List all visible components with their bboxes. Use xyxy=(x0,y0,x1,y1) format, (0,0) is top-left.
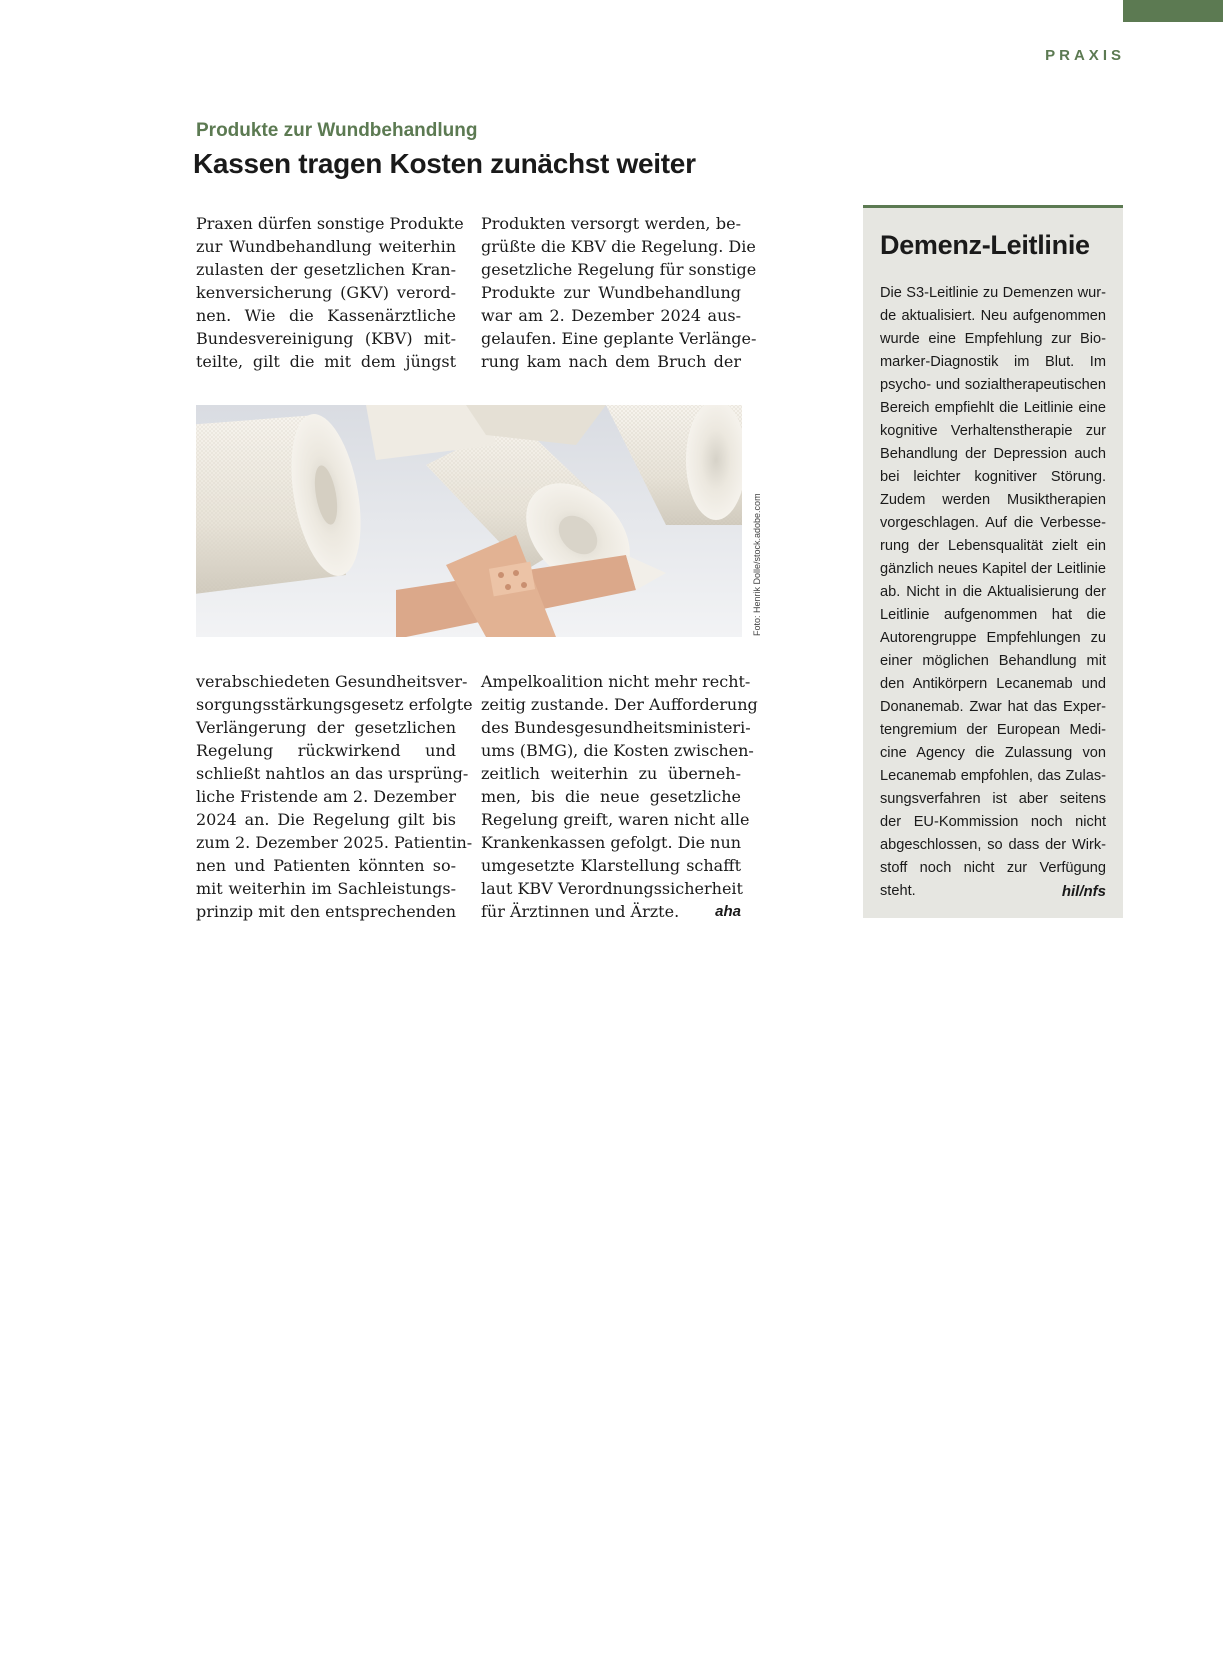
article-column-2-bottom xyxy=(481,670,758,923)
text-line: de aktualisiert. Neu aufgenommen xyxy=(880,308,1106,324)
corner-color-tab xyxy=(1123,0,1223,22)
text-line: stoff noch nicht zur Verfügung xyxy=(880,860,1106,876)
sidebar-body xyxy=(880,282,1106,903)
text-line: zum 2. Dezember 2025. Patientin- xyxy=(196,833,473,852)
photo-credit: Foto: Henrik Dolle/stock.adobe.com xyxy=(752,493,762,636)
text-line: Zudem werden Musiktherapien xyxy=(880,492,1106,508)
text-line: ab. Nicht in die Aktualisierung der xyxy=(880,584,1106,600)
text-line: wurde eine Empfehlung zur Bio- xyxy=(880,331,1106,347)
text-line: kenversicherung (GKV) verord- xyxy=(196,283,456,302)
article-headline: Kassen tragen Kosten zunächst weiter xyxy=(193,148,696,179)
text-line: einer möglichen Behandlung mit xyxy=(880,653,1106,669)
text-line: Behandlung der Depression auch xyxy=(880,446,1106,462)
text-line: kognitive Verhaltenstherapie zur xyxy=(880,423,1106,439)
article-photo-bandages xyxy=(196,405,742,637)
text-line: gesetzliche Regelung für sonstige xyxy=(481,260,757,279)
text-line: ums (BMG), die Kosten zwischen- xyxy=(481,741,754,760)
text-line: Praxen dürfen sonstige Produkte xyxy=(196,214,464,233)
text-line: Autorengruppe Empfehlungen zu xyxy=(880,630,1106,646)
section-label: PRAXIS xyxy=(1045,47,1125,64)
sidebar-box xyxy=(863,205,1123,918)
text-line: Produkten versorgt werden, be- xyxy=(481,214,741,233)
text-line: schließt nahtlos an das ursprüng- xyxy=(196,764,469,783)
text-line: zeitig zustande. Der Aufforderung xyxy=(481,695,758,714)
article-column-1-bottom xyxy=(196,670,473,923)
text-line: zeitlich weiterhin zu überneh- xyxy=(481,764,741,783)
text-line: marker-Diagnostik im Blut. Im xyxy=(880,354,1106,370)
sidebar-lines xyxy=(880,282,1106,880)
text-line: rung der Lebensqualität zielt ein xyxy=(880,538,1106,554)
text-line: Verlängerung der gesetzlichen xyxy=(196,718,456,737)
text-line: liche Fristende am 2. Dezember xyxy=(196,787,457,806)
text-line: grüßte die KBV die Regelung. Die xyxy=(481,237,756,256)
text-line: der EU-Kommission noch nicht xyxy=(880,814,1106,830)
text-line: verabschiedeten Gesundheitsver- xyxy=(196,672,468,691)
text-line: gelaufen. Eine geplante Verlänge- xyxy=(481,329,757,348)
text-line: bei leichter kognitiver Störung. xyxy=(880,469,1106,485)
text-line: den Antikörpern Lecanemab und xyxy=(880,676,1106,692)
text-line: des Bundesgesundheitsministeri- xyxy=(481,718,751,737)
text-line: zulasten der gesetzlichen Kran- xyxy=(196,260,456,279)
sidebar-title: Demenz-Leitlinie xyxy=(880,230,1090,260)
text-line: prinzip mit den entsprechenden xyxy=(196,902,456,921)
text-line: Regelung rückwirkend und xyxy=(196,741,456,760)
text-line: rung kam nach dem Bruch der xyxy=(481,352,741,371)
text-line: Produkte zur Wundbehandlung xyxy=(481,283,741,302)
text-line: sorgungsstärkungsgesetz erfolgte xyxy=(196,695,473,714)
text-line: umgesetzte Klarstellung schafft xyxy=(481,856,741,875)
text-line: Lecanemab empfohlen, das Zulas- xyxy=(880,768,1106,784)
text-line: 2024 an. Die Regelung gilt bis xyxy=(196,810,456,829)
text-line: Die S3-Leitlinie zu Demenzen wur- xyxy=(880,285,1106,301)
text-line: abgeschlossen, so dass der Wirk- xyxy=(880,837,1106,853)
text-line: Regelung greift, waren nicht alle xyxy=(481,810,750,829)
text-line: Donanemab. Zwar hat das Exper- xyxy=(880,699,1106,715)
text-line: war am 2. Dezember 2024 aus- xyxy=(481,306,741,325)
article-column-2-top xyxy=(481,212,757,373)
article-last-line xyxy=(481,900,741,923)
text-line: men, bis die neue gesetzliche xyxy=(481,787,741,806)
text-line: nen. Wie die Kassenärztliche xyxy=(196,306,456,325)
text-line: zur Wundbehandlung weiterhin xyxy=(196,237,456,256)
sidebar-author: hil/nfs xyxy=(1061,883,1106,900)
article-kicker: Produkte zur Wundbehandlung xyxy=(196,120,478,141)
text-line: sungsverfahren ist aber seitens xyxy=(880,791,1106,807)
text-line: Krankenkassen gefolgt. Die nun xyxy=(481,833,742,852)
text-line: tengremium der European Medi- xyxy=(880,722,1106,738)
text-line: Leitlinie aufgenommen hat die xyxy=(880,607,1106,623)
text-line: Bereich empfiehlt die Leitlinie eine xyxy=(880,400,1106,416)
sidebar-last-line-text: steht. xyxy=(880,883,916,899)
sidebar-last-line xyxy=(880,880,1106,903)
text-line: teilte, gilt die mit dem jüngst xyxy=(196,352,456,371)
text-line: nen und Patienten könnten so- xyxy=(196,856,456,875)
text-line: Ampelkoalition nicht mehr recht- xyxy=(481,672,751,691)
text-line: psycho- und sozialtherapeutischen xyxy=(880,377,1106,393)
article-column-2-bottom-lines xyxy=(481,670,758,900)
article-author: aha xyxy=(715,903,741,920)
text-line: Bundesvereinigung (KBV) mit- xyxy=(196,329,456,348)
text-line: laut KBV Verordnungssicherheit xyxy=(481,879,743,898)
text-line: gänzlich neues Kapitel der Leitlinie xyxy=(880,561,1106,577)
text-line: vorgeschlagen. Auf die Verbesse- xyxy=(880,515,1106,531)
article-column-1-top xyxy=(196,212,464,373)
text-line: cine Agency die Zulassung von xyxy=(880,745,1106,761)
text-line: mit weiterhin im Sachleistungs- xyxy=(196,879,456,898)
article-last-line-text: für Ärztinnen und Ärzte. xyxy=(481,902,680,921)
